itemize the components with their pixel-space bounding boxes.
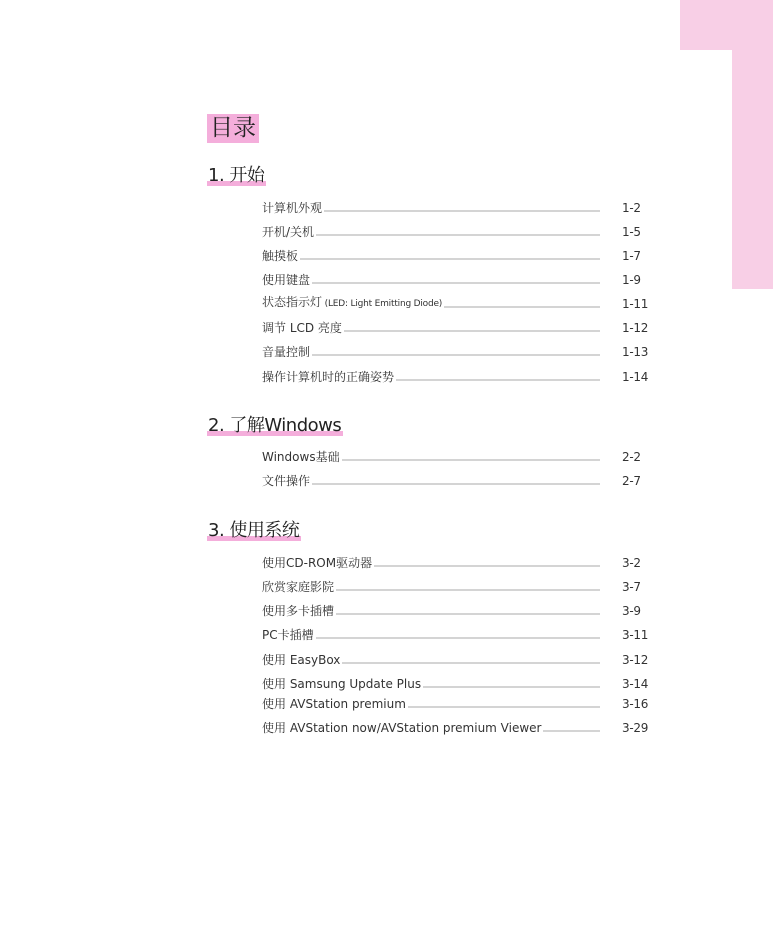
toc-entry[interactable] <box>262 718 649 736</box>
entry-label: PC卡插槽 <box>262 628 314 642</box>
entry-label: 欣赏家庭影院 <box>262 580 335 594</box>
entry-page: 1-14 <box>622 370 649 384</box>
entry-label-main: 状态指示灯 <box>262 295 323 309</box>
leader-dots <box>336 612 600 616</box>
leader-dots <box>312 353 600 357</box>
toc-entry[interactable] <box>262 198 644 216</box>
entry-page: 2-7 <box>622 474 641 488</box>
toc-entry[interactable] <box>262 553 644 571</box>
entry-page: 3-14 <box>622 677 649 691</box>
entry-label-sub: (LED: Light Emitting Diode) <box>322 299 443 309</box>
entry-label: 音量控制 <box>262 345 311 359</box>
toc-entry[interactable] <box>262 294 649 312</box>
leader-dots <box>423 685 600 689</box>
leader-dots <box>336 588 600 592</box>
toc-entry[interactable] <box>262 650 649 668</box>
section-title-3: 3. 使用系统 <box>208 520 300 541</box>
leader-dots <box>312 281 600 285</box>
entry-page: 1-5 <box>622 225 641 239</box>
entry-label: 调节 LCD 亮度 <box>262 321 342 335</box>
leader-dots <box>342 661 600 665</box>
entry-page: 3-29 <box>622 721 649 735</box>
page-title: 目录 <box>207 114 259 143</box>
section-title-1: 1. 开始 <box>208 165 265 186</box>
side-tab-decoration <box>732 50 773 289</box>
entry-page: 1-12 <box>622 321 649 335</box>
toc-entry[interactable] <box>262 367 649 385</box>
entry-page: 1-11 <box>622 297 649 311</box>
toc-entry[interactable] <box>262 222 644 240</box>
entry-label: Windows基础 <box>262 450 340 464</box>
entry-label: 使用 Samsung Update Plus <box>262 677 422 691</box>
leader-dots <box>543 729 600 733</box>
toc-entry[interactable] <box>262 577 644 595</box>
leader-dots <box>408 705 600 709</box>
entry-page: 2-2 <box>622 450 641 464</box>
entry-label: 使用 EasyBox <box>262 653 341 667</box>
leader-dots <box>342 458 600 462</box>
leader-dots <box>374 564 600 568</box>
entry-label: 使用 AVStation now/AVStation premium Viewer <box>262 721 542 735</box>
entry-label: 使用多卡插槽 <box>262 604 335 618</box>
toc-entry[interactable] <box>262 471 644 489</box>
section-title-2: 2. 了解Windows <box>208 415 342 436</box>
toc-entry[interactable] <box>262 318 649 336</box>
entry-page: 1-13 <box>622 345 649 359</box>
entry-page: 3-11 <box>622 628 649 642</box>
toc-entry[interactable] <box>262 270 644 288</box>
leader-dots <box>316 636 600 640</box>
entry-label: 触摸板 <box>262 249 299 263</box>
leader-dots <box>396 378 600 382</box>
entry-page: 3-7 <box>622 580 641 594</box>
entry-label: 文件操作 <box>262 474 311 488</box>
toc-entry[interactable] <box>262 601 644 619</box>
entry-label: 计算机外观 <box>262 201 323 215</box>
entry-label: 使用键盘 <box>262 273 311 287</box>
toc-entry[interactable] <box>262 625 649 643</box>
entry-page: 3-16 <box>622 697 649 711</box>
leader-dots <box>344 329 600 333</box>
toc-entry[interactable] <box>262 674 649 692</box>
toc-entry[interactable] <box>262 447 644 465</box>
entry-page: 1-2 <box>622 201 641 215</box>
toc-entry[interactable] <box>262 246 644 264</box>
corner-tab-decoration <box>680 0 773 50</box>
entry-page: 1-7 <box>622 249 641 263</box>
leader-dots <box>316 233 600 237</box>
leader-dots <box>312 482 600 486</box>
toc-entry[interactable] <box>262 342 649 360</box>
entry-label <box>262 294 444 312</box>
entry-label: 操作计算机时的正确姿势 <box>262 370 395 384</box>
entry-page: 3-12 <box>622 653 649 667</box>
entry-page: 1-9 <box>622 273 641 287</box>
entry-page: 3-2 <box>622 556 641 570</box>
entry-label: 使用CD-ROM驱动器 <box>262 556 373 570</box>
leader-dots <box>300 257 600 261</box>
toc-entry[interactable] <box>262 694 649 712</box>
entry-page: 3-9 <box>622 604 641 618</box>
leader-dots <box>444 305 600 309</box>
entry-label: 使用 AVStation premium <box>262 697 406 711</box>
entry-label: 开机/关机 <box>262 225 315 239</box>
leader-dots <box>324 209 600 213</box>
